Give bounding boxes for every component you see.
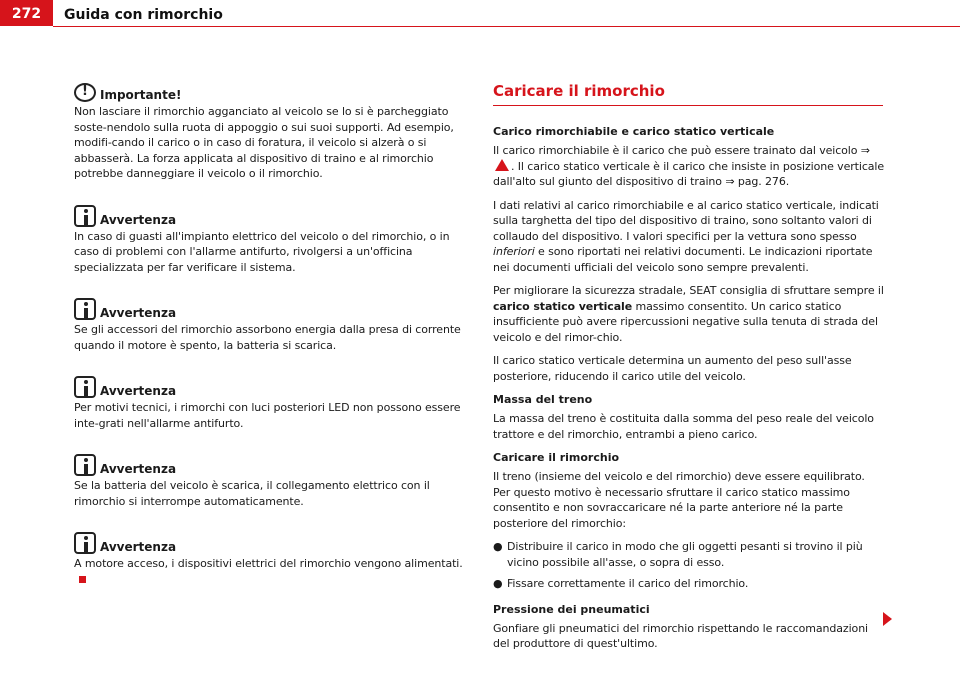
- warning-triangle-icon: [495, 159, 509, 171]
- note-4: [74, 454, 466, 509]
- paragraph: Gonfiare gli pneumatici del rimorchio rispettando le raccomandazioni del produttore di quest'ultimo.: [493, 621, 869, 650]
- note-text: Se gli accessori del rimorchio assorbono energia dalla presa di corrente quando il motore è spento, la batteria si scarica.: [74, 323, 461, 352]
- section-title: Caricare il rimorchio: [493, 82, 665, 100]
- paragraph: Il carico rimorchiabile è il carico che può essere trainato dal veicolo ⇒ . Il carico statico verticale è il carico che insiste in posizione verticale dall'alto sul giunto del dispositivo di traino ⇒ pag. 276.: [493, 144, 885, 188]
- paragraph: Per migliorare la sicurezza stradale, SEAT consiglia di sfruttare sempre il carico statico verticale massimo consentito. Un carico statico insufficiente può avere ripercussioni negative sulla tenuta di strada del veicolo e del rimor-chio.: [493, 284, 884, 344]
- page-number: 272: [0, 0, 53, 26]
- header-rule: [53, 26, 960, 27]
- info-icon: [74, 532, 96, 554]
- section-end-marker: [79, 576, 86, 583]
- left-column: [74, 82, 466, 587]
- note-text: Per motivi tecnici, i rimorchi con luci posteriori LED non possono essere inte-grati nell'allarme antifurto.: [74, 401, 461, 430]
- important-text: Non lasciare il rimorchio agganciato al veicolo se lo si è parcheggiato soste-nendolo sulla ruota di appoggio o sui suoi supporti. Ad esempio, modifi-cando il carico o in caso di foratura, il veicolo si alzerà o si abbasserà. La forza applicata al dispositivo di traino e al rimorchio potrebbe danneggiare il veicolo o il rimorchio.: [74, 105, 454, 180]
- info-icon: [74, 298, 96, 320]
- subheading: Massa del treno: [493, 393, 593, 406]
- note-5: [74, 532, 466, 587]
- subheading: Carico rimorchiabile e carico statico verticale: [493, 125, 775, 138]
- note-text: Se la batteria del veicolo è scarica, il collegamento elettrico con il rimorchio si interrompe automaticamente.: [74, 479, 430, 508]
- note-title: Avvertenza: [100, 306, 177, 320]
- info-icon: [74, 454, 96, 476]
- note-1: [74, 205, 466, 276]
- note-title: Avvertenza: [100, 462, 177, 476]
- continue-arrow-icon: [883, 612, 892, 626]
- paragraph: La massa del treno è costituita dalla somma del peso reale del veicolo trattore e del rimorchio, entrambi a pieno carico.: [493, 412, 874, 441]
- important-note: [74, 82, 466, 182]
- important-icon: [74, 83, 96, 102]
- header-title: Guida con rimorchio: [64, 7, 223, 23]
- important-title: Importante!: [100, 88, 182, 102]
- list-item: ● Fissare correttamente il carico del rimorchio.: [493, 577, 749, 590]
- note-text: A motore acceso, i dispositivi elettrici del rimorchio vengono alimentati.: [74, 556, 466, 587]
- note-title: Avvertenza: [100, 384, 177, 398]
- note-title: Avvertenza: [100, 212, 177, 227]
- section-rule: [493, 105, 883, 106]
- note-2: [74, 298, 466, 353]
- paragraph: Il treno (insieme del veicolo e del rimorchio) deve essere equilibrato. Per questo motivo è necessario sfruttare il carico statico massimo consentito e non sovraccaricare né la parte anteriore né la parte posteriore del rimorchio:: [493, 470, 865, 530]
- right-column: [493, 82, 885, 660]
- note-text: In caso di guasti all'impianto elettrico del veicolo o del rimorchio, o in caso di problemi con l'allarme antifurto, rivolgersi a un'officina specializzata per far verificare il sistema.: [74, 229, 450, 274]
- paragraph: I dati relativi al carico rimorchiabile e al carico statico verticale, indicati sulla targhetta del tipo del dispositivo di traino, sono soltanto valori di collaudo del dispositivo. I valori specifici per la vettura sono spesso inferiori e sono riportati nei relativi documenti. Le indicazioni riportate nei documenti ufficiali del veicolo sono sempre prevalenti.: [493, 198, 879, 274]
- info-icon: [74, 376, 96, 398]
- subheading: Caricare il rimorchio: [493, 451, 620, 464]
- info-icon: [74, 205, 96, 227]
- paragraph: Il carico statico verticale determina un aumento del peso sull'asse posteriore, riducendo il carico utile del veicolo.: [493, 354, 852, 383]
- subheading: Pressione dei pneumatici: [493, 602, 650, 616]
- note-title: Avvertenza: [100, 540, 177, 554]
- list-item: ● Distribuire il carico in modo che gli oggetti pesanti si trovino il più vicino possibile all'asse, o sopra di esso.: [493, 540, 863, 569]
- note-3: [74, 376, 466, 431]
